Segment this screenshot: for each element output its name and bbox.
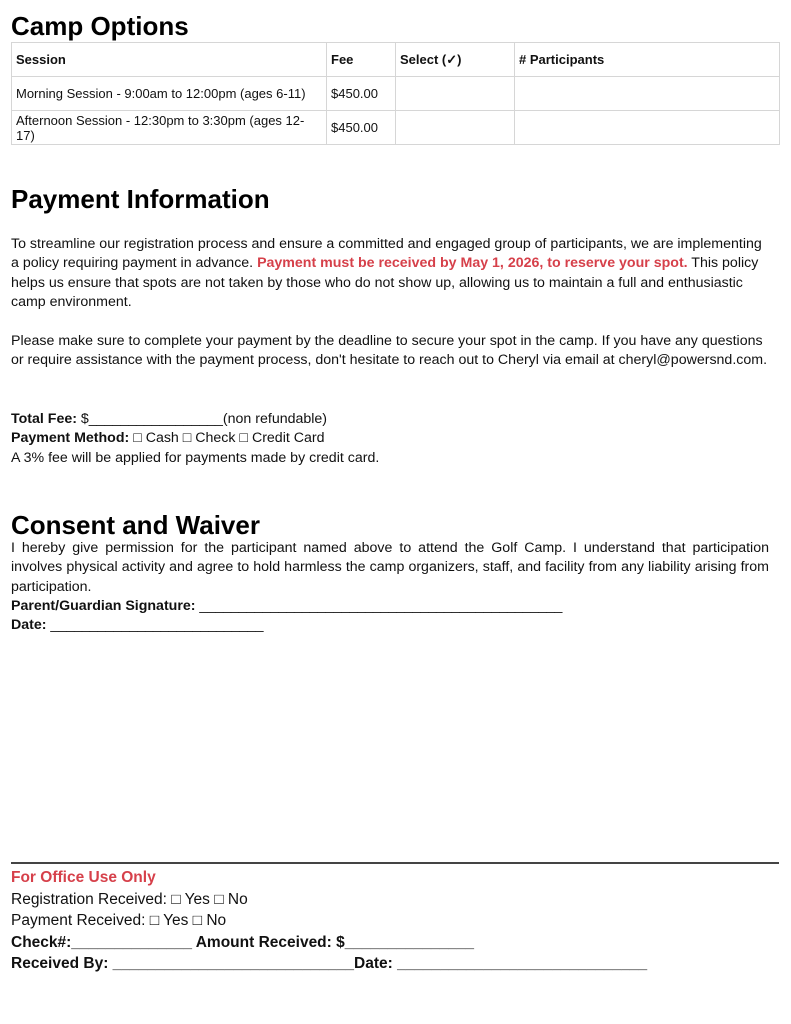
camp-options-table [11,42,780,145]
signature-field[interactable]: ______________________________________________ [195,598,563,614]
session-fee: $450.00 [327,111,396,145]
header-session: Session [12,43,327,77]
signature-label: Parent/Guardian Signature: [11,598,196,614]
consent-waiver-title: Consent and Waiver [11,510,260,540]
table-row [12,111,780,145]
header-select: Select (✓) [396,43,515,77]
payment-deadline-notice: Payment must be received by May 1, 2026, to reserve your spot. [257,255,688,272]
payment-fields [11,410,771,468]
camp-options-title: Camp Options [11,11,189,41]
participants-cell[interactable] [515,77,780,111]
payment-method-line [11,429,771,448]
payment-method-options[interactable]: □ Cash □ Check □ Credit Card [129,430,325,447]
divider [11,862,779,864]
check-amount-line [11,932,647,954]
received-by-field[interactable]: Received By: ____________________________ [11,955,355,972]
total-fee-line [11,410,771,429]
office-use-section [11,867,647,975]
received-by-line [11,953,647,975]
office-date-field[interactable]: Date: _____________________________ [354,955,648,972]
header-fee: Fee [327,43,396,77]
policy-text-cont: This policy helps us ensure that spots are not taken by those who do not show up, allowing us to maintain a full and enthusiastic camp environment. [11,255,759,311]
total-fee-field[interactable]: $_________________(non refundable) [76,411,328,427]
consent-text: I hereby give permission for the participant named above to attend the Golf Camp. I understand that participation involves physical activity and agree to hold harmless the camp organizers, staff, and facility from any liability arising from participation. [11,540,769,595]
payment-received-line[interactable]: Payment Received: □ Yes □ No [11,912,227,929]
date-field[interactable]: ___________________________ [46,617,264,634]
payment-policy-paragraph [11,235,771,313]
office-use-title: For Office Use Only [11,869,156,886]
registration-received-line[interactable]: Registration Received: □ Yes □ No [11,890,248,908]
policy-text: To streamline our registration process and ensure a committed and engaged group of participants, we are implementing a policy requiring payment in advance. [11,236,762,272]
payment-information-title: Payment Information [11,184,270,214]
date-label: Date: [11,617,47,634]
select-cell[interactable] [396,77,515,111]
header-participants: # Participants [515,43,780,77]
select-cell[interactable] [396,111,515,145]
check-number-field[interactable]: Check#:______________ [11,933,196,951]
payment-method-label: Payment Method: [11,430,130,447]
signature-fields [11,597,771,636]
signature-line [11,597,771,616]
session-name: Morning Session - 9:00am to 12:00pm (ages 6-11) [12,77,327,111]
total-fee-label: Total Fee: [11,411,77,427]
table-header-row [12,43,780,77]
date-line [11,616,771,635]
session-fee: $450.00 [327,77,396,111]
payment-contact-paragraph: Please make sure to complete your payment by the deadline to secure your spot in the camp. If you have any questions or require assistance with the payment process, don't hesitate to reach out to Cheryl via email at cheryl@powersnd.com. [11,333,768,369]
amount-received-field[interactable]: Amount Received: $_______________ [195,933,475,951]
credit-card-fee-note: A 3% fee will be applied for payments made by credit card. [11,449,380,466]
table-row [12,77,780,111]
participants-cell[interactable] [515,111,780,145]
session-name: Afternoon Session - 12:30pm to 3:30pm (ages 12-17) [12,111,327,145]
